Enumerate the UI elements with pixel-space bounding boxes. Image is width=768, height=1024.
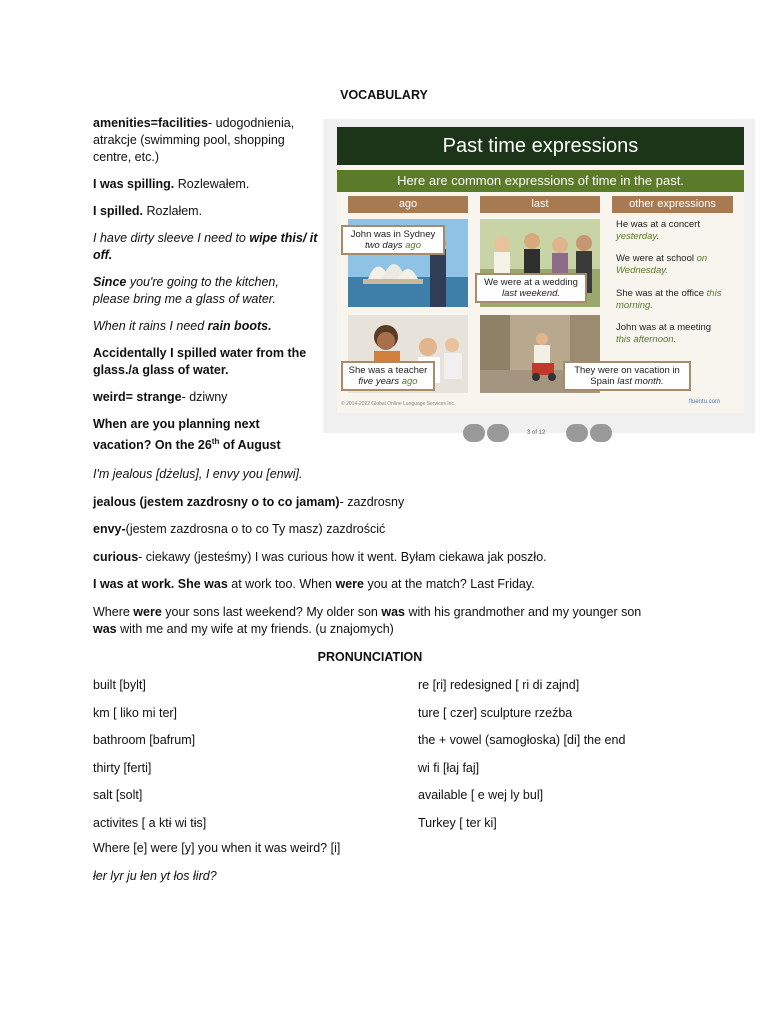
pronunciation-left-column	[93, 677, 393, 842]
expr-highlight: yesterday.	[616, 230, 660, 242]
example-sentence: I have dirty sleeve I need to	[93, 231, 250, 245]
pron-item: thirty [ferti]	[93, 760, 152, 775]
example-text: at work too. When	[227, 577, 336, 591]
pron-item: salt [solt]	[93, 788, 143, 802]
pron-item: re [ri] redesigned [ ri di zajnd]	[418, 678, 580, 692]
example-text: Where	[93, 605, 134, 619]
callout-text-italic: two days	[365, 240, 406, 251]
vocab-term: curious	[93, 550, 139, 564]
line-jealous-envy	[93, 466, 693, 483]
vocab-since	[93, 274, 318, 308]
vocab-term: I spilled.	[93, 204, 144, 218]
example-text: was	[204, 577, 228, 591]
expr-this-morning	[616, 288, 741, 311]
ordinal-suffix: th	[211, 437, 220, 446]
first-slide-icon[interactable]	[463, 424, 485, 442]
pron-item: activites [ a ktɨ wi tɨs]	[93, 815, 207, 830]
expr-text: John was at a meeting	[616, 322, 712, 333]
vocab-spilling	[93, 176, 318, 193]
last-slide-icon[interactable]	[590, 424, 612, 442]
slide-pager: 3 of 12	[527, 430, 546, 436]
example-text: I was at work. She	[93, 577, 205, 591]
prev-slide-icon[interactable]	[487, 424, 509, 442]
column-header-ago: ago	[348, 196, 468, 213]
pron-transcription: łer lyr ju łen yt łos łird?	[93, 869, 217, 883]
line-curious-def	[93, 549, 693, 566]
callout-text: They were on vacation in	[574, 365, 680, 376]
vocab-rain-boots	[93, 318, 318, 335]
pron-item: available [ e wej ly bul]	[418, 788, 544, 802]
vocab-translation: Rozlałem.	[143, 204, 203, 218]
callout-highlight: ago	[401, 376, 418, 387]
example-sentence: Accidentally I spilled water from the glass./a glass of water.	[93, 346, 307, 377]
slide-canvas	[337, 127, 744, 413]
example-text: was	[93, 622, 117, 636]
line-jealous-def	[93, 494, 693, 511]
vocab-translation: - ciekawy (jesteśmy) I was curious how it went. Byłam ciekawa jak poszło.	[138, 550, 547, 564]
vocab-translation: Rozlewałem.	[174, 177, 250, 191]
expr-text: He was at a concert	[616, 219, 700, 230]
pron-item: wi fi [łaj faj]	[418, 760, 480, 775]
expr-wednesday	[616, 253, 741, 276]
line-was-were-2	[93, 604, 693, 638]
callout-text: We were at a wedding	[484, 277, 578, 288]
next-slide-icon[interactable]	[566, 424, 588, 442]
expr-text: She was at the office	[616, 288, 707, 299]
expr-highlight: this morning.	[616, 288, 722, 311]
example-text: with me and my wife at my friends. (u znajomych)	[116, 622, 394, 636]
expr-yesterday	[616, 219, 741, 242]
line-was-were-1	[93, 576, 693, 593]
pron-item: built [bylt]	[93, 678, 146, 692]
vocab-term: wipe this/ it off.	[93, 231, 318, 262]
vocab-term: I was spilling.	[93, 177, 175, 191]
past-time-expressions-slide	[323, 119, 755, 433]
expr-highlight: this afternoon.	[616, 333, 677, 345]
example-text: your sons last weekend? My older son	[161, 605, 382, 619]
callout-text: Spain	[590, 376, 618, 387]
example-text: you at the match? Last Friday.	[363, 577, 535, 591]
pronunciation-right-column	[418, 677, 718, 842]
example-text: was	[381, 605, 405, 619]
vocab-amenities	[93, 115, 318, 166]
vocab-term: weird= strange	[93, 390, 182, 404]
callout-text: She was a teacher	[348, 365, 428, 376]
pronunciation-heading: PRONUNCIATION	[317, 650, 423, 664]
vocab-translation: - zazdrosny	[339, 495, 405, 509]
callout-text-italic: last month.	[617, 376, 664, 387]
slide-nav-next[interactable]	[566, 424, 612, 442]
fluentu-logo: fluentu.com	[689, 399, 721, 405]
example-text: were	[335, 577, 364, 591]
vocab-vacation	[93, 416, 308, 454]
pron-item: Turkey [ ter ki]	[418, 815, 497, 830]
pron-sentence: Where [e] were [y] you when it was weird? [i]	[93, 841, 341, 855]
pron-item: ture [ czer] sculpture rzeźba	[418, 705, 573, 720]
vocabulary-list	[93, 115, 318, 464]
pron-item: the + vowel (samogłoska) [di] the end	[418, 733, 626, 747]
vocab-term: amenities=facilities	[93, 116, 208, 130]
vocab-term: jealous (jestem zazdrosny o to co jamam)	[93, 495, 340, 509]
vocab-translation: (jestem zazdrosna o to co Ty masz) zazdrościć	[125, 522, 386, 536]
vocab-term: envy-	[93, 522, 126, 536]
callout-text: John was in Sydney	[350, 229, 436, 240]
vocab-translation: - dziwny	[181, 390, 228, 404]
example-sentence: When are you planning next vacation? On the 26	[93, 417, 260, 453]
vocab-translation: - udogodnienia, atrakcje (swimming pool, shopping centre, etc.)	[93, 116, 295, 164]
expr-this-afternoon	[616, 322, 741, 345]
example-sentence-end: of August	[219, 438, 281, 453]
vocab-term: Since	[93, 275, 127, 289]
example-text: with his grandmother and my younger son	[405, 605, 642, 619]
line-envy-def	[93, 521, 693, 538]
slide-nav-prev[interactable]	[463, 424, 509, 442]
callout-text-italic: last weekend.	[501, 288, 561, 299]
pron-item: bathroom [bafrum]	[93, 733, 196, 747]
example-text: were	[133, 605, 162, 619]
example-sentence: When it rains I need	[93, 319, 208, 333]
vocabulary-heading: VOCABULARY	[340, 88, 428, 102]
callout-sydney	[341, 225, 445, 255]
callout-wedding	[475, 273, 587, 303]
vocab-spilled	[93, 203, 318, 220]
slide-copyright: © 2014-2022 Global Online Language Services Inc.	[341, 401, 456, 407]
vocab-wipe-off	[93, 230, 318, 264]
expr-text: We were at school	[616, 253, 697, 264]
callout-text-italic: five years	[358, 376, 402, 387]
slide-subtitle: Here are common expressions of time in the past.	[337, 170, 744, 192]
vocab-term: rain boots.	[207, 319, 272, 333]
column-header-last: last	[480, 196, 600, 213]
column-header-other: other expressions	[612, 196, 733, 213]
vocab-weird	[93, 389, 318, 406]
callout-spain	[563, 361, 691, 391]
example-sentence: you're going to the kitchen, please bring me a glass of water.	[93, 275, 279, 306]
callout-teacher	[341, 361, 435, 391]
example-sentence: I'm jealous [dżelus], I envy you [enwi].	[93, 467, 303, 481]
vocab-accidentally	[93, 345, 318, 379]
slide-title: Past time expressions	[337, 127, 744, 165]
pron-item: km [ liko mi ter]	[93, 705, 178, 720]
expr-highlight: on Wednesday.	[616, 253, 708, 276]
callout-highlight: ago	[405, 240, 421, 251]
